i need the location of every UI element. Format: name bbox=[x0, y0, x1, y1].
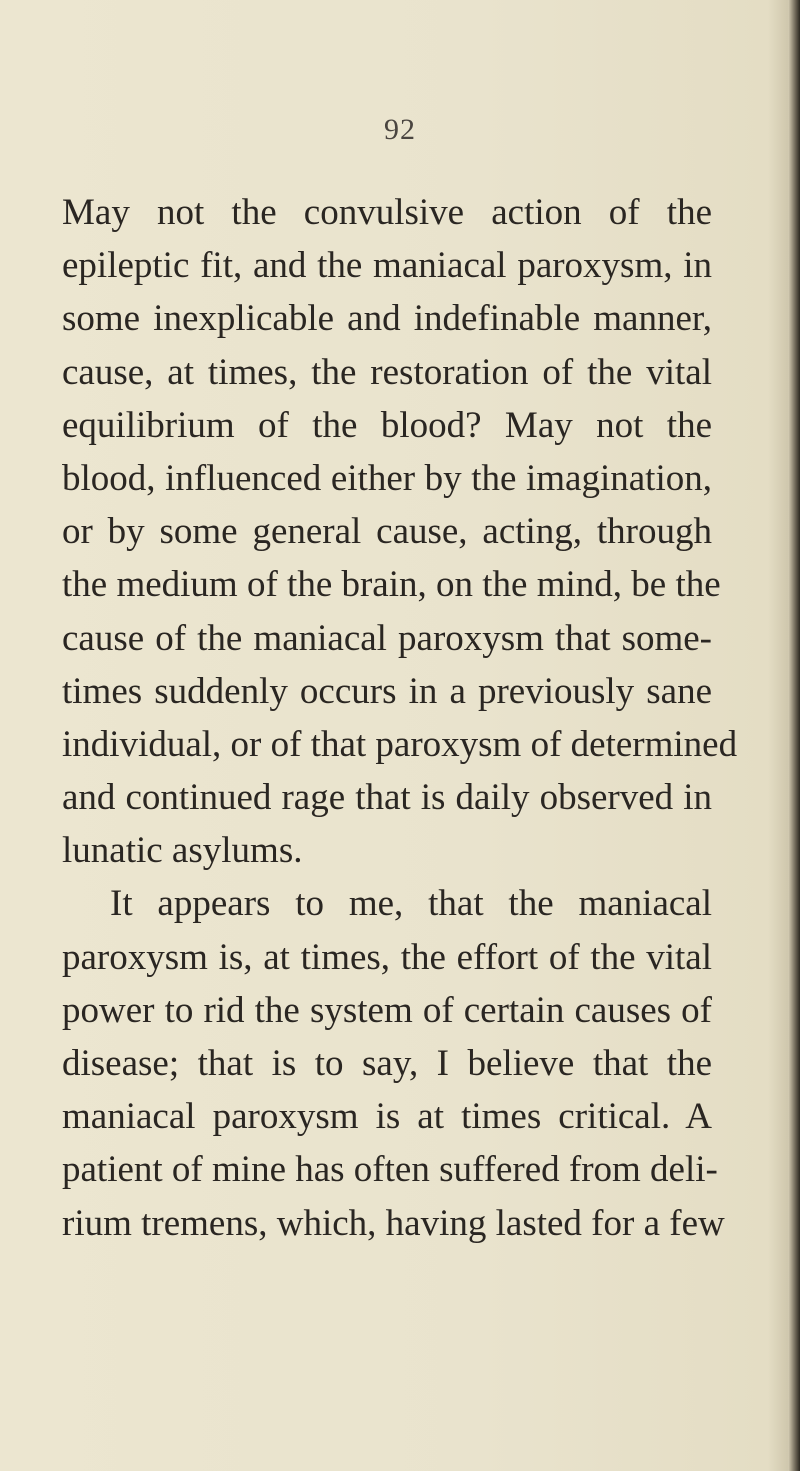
text-line: disease; that is to say, I believe that the bbox=[62, 1043, 712, 1084]
text-line: or by some general cause, acting, through bbox=[62, 511, 712, 553]
text-line: epileptic fit, and the maniacal paroxysm, in bbox=[62, 245, 712, 287]
text-line: cause of the maniacal paroxysm that some- bbox=[62, 617, 712, 659]
paragraph-start-line: It appears to me, that the maniacal bbox=[110, 883, 712, 925]
text-line: and continued rage that is daily observed in bbox=[62, 777, 712, 819]
page-edge bbox=[788, 0, 800, 1471]
text-line: times suddenly occurs in a previously sane bbox=[62, 670, 712, 712]
text-line: May not the convulsive action of the bbox=[62, 192, 712, 233]
text-line: rium tremens, which, having lasted for a few bbox=[62, 1202, 725, 1244]
text-line: maniacal paroxysm is at times critical. A bbox=[62, 1096, 712, 1138]
page-number: 92 bbox=[384, 113, 416, 146]
text-line: the medium of the brain, on the mind, be the bbox=[62, 564, 721, 606]
text-line: power to rid the system of certain causes of bbox=[62, 989, 712, 1031]
body-text bbox=[62, 186, 738, 1250]
text-line: cause, at times, the restoration of the vital bbox=[62, 351, 712, 393]
text-line: paroxysm is, at times, the effort of the vital bbox=[62, 936, 712, 978]
text-line: lunatic asylums. bbox=[62, 830, 303, 872]
text-line: individual, or of that paroxysm of determined bbox=[62, 723, 738, 765]
text-line: some inexplicable and indefinable manner, bbox=[62, 298, 712, 340]
text-line: equilibrium of the blood? May not the bbox=[62, 404, 712, 446]
text-line: patient of mine has often suffered from deli- bbox=[62, 1149, 718, 1191]
text-line: blood, influenced either by the imagination, bbox=[62, 457, 712, 499]
